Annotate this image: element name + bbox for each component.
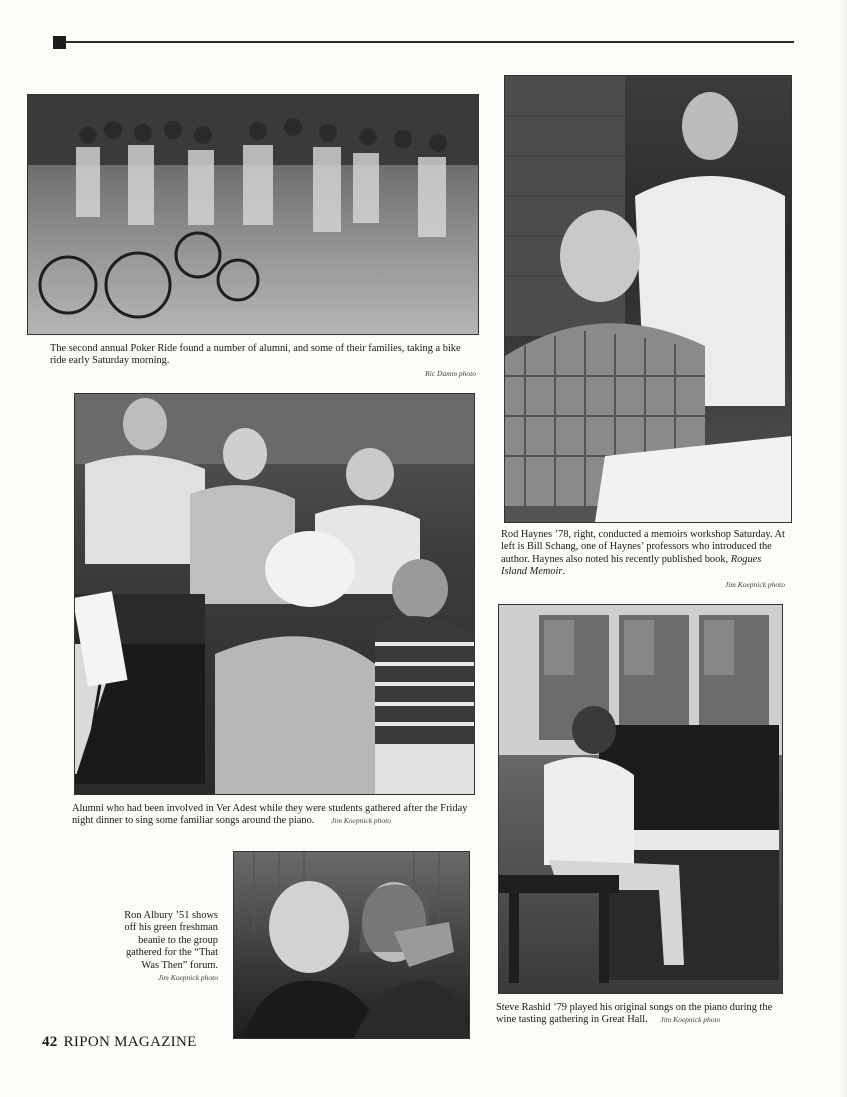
page-number: 42 <box>42 1034 58 1050</box>
haynes-credit: Jim Koepnick photo <box>725 579 785 589</box>
page-folio <box>42 1034 197 1051</box>
haynes-book-title: Rogues Island Memoir <box>501 553 762 578</box>
poker-ride-caption-text: The second annual Poker Ride found a number of alumni, and some of their families, taking a bike ride early Saturday morning. <box>50 343 461 367</box>
albury-photo <box>233 851 470 1039</box>
rashid-caption <box>496 1002 780 1027</box>
scan-edge-shadow <box>839 0 847 1097</box>
haynes-caption-text: Rod Haynes ’78, right, conducted a memoirs workshop Saturday. At left is Bill Schang, one of Haynes’ professors who introduced the author. Haynes also noted his recently published book, <box>501 529 785 565</box>
ver-adest-photo <box>74 393 475 795</box>
poker-ride-caption <box>50 343 476 380</box>
poker-ride-photo <box>27 94 479 335</box>
rashid-credit: Jim Koepnick photo <box>660 1015 721 1025</box>
albury-credit: Jim Koepnick photo <box>158 973 218 983</box>
albury-caption-text: Ron Albury ’51 shows off his green freshman beanie to the group gathered for the “That Was Then” forum. <box>124 910 218 971</box>
rashid-photo <box>498 604 783 994</box>
haynes-photo <box>504 75 792 523</box>
rashid-caption-text: Steve Rashid ’79 played his original songs on the piano during the wine tasting gathering in Great Hall. <box>496 1002 773 1026</box>
ver-adest-credit: Jim Koepnick photo <box>331 816 392 826</box>
haynes-caption-end: . <box>562 566 566 578</box>
header-rule-line <box>66 41 794 43</box>
haynes-caption <box>501 529 785 591</box>
magazine-title: RIPON MAGAZINE <box>63 1034 197 1050</box>
ver-adest-caption-text: Alumni who had been involved in Ver Adest while they were students gathered after the Friday night dinner to sing some familiar songs around the piano. <box>72 803 468 827</box>
poker-ride-credit: Ric Damm photo <box>425 368 476 378</box>
albury-caption <box>120 910 218 984</box>
header-rule-square <box>53 36 66 49</box>
ver-adest-caption <box>72 803 472 828</box>
